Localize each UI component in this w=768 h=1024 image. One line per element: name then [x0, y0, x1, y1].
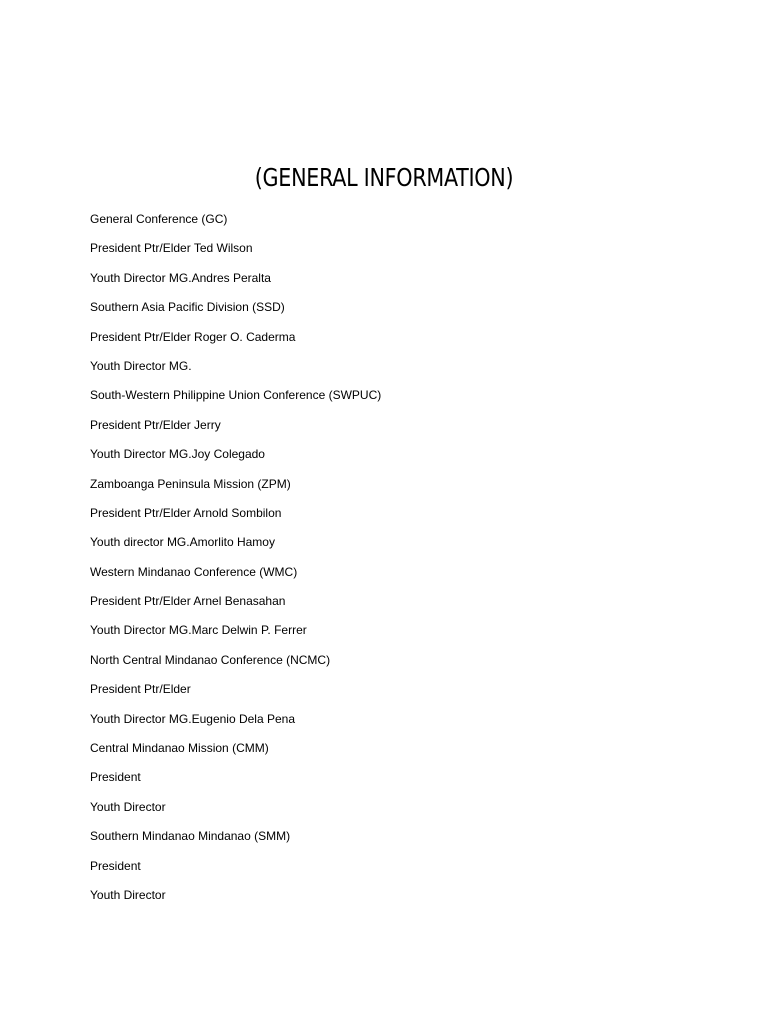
document-title: (GENERAL INFORMATION) — [254, 163, 514, 192]
info-line: Youth Director MG.Eugenio Dela Pena — [90, 711, 296, 726]
info-line: Western Mindanao Conference (WMC) — [90, 564, 298, 579]
info-line: President — [90, 770, 141, 785]
info-line: President Ptr/Elder — [90, 682, 191, 697]
info-line: President Ptr/Elder Roger O. Caderma — [90, 329, 296, 344]
info-line: Youth Director MG. — [90, 358, 192, 373]
info-line: President Ptr/Elder Arnel Benasahan — [90, 594, 286, 609]
info-line: President Ptr/Elder Ted Wilson — [90, 241, 253, 256]
info-list — [90, 210, 381, 915]
info-line: Youth Director — [90, 799, 166, 814]
info-line: Youth Director MG.Joy Colegado — [90, 447, 265, 462]
info-line: Youth director MG.Amorlito Hamoy — [90, 535, 275, 550]
info-line: Youth Director — [90, 887, 166, 902]
info-line: South-Western Philippine Union Conference (SWPUC) — [90, 388, 382, 403]
info-line: President Ptr/Elder Jerry — [90, 417, 221, 432]
info-line: President Ptr/Elder Arnold Sombilon — [90, 505, 282, 520]
info-line: General Conference (GC) — [90, 212, 228, 226]
info-line: President — [90, 858, 141, 873]
info-line: Central Mindanao Mission (CMM) — [90, 741, 269, 756]
info-line: Southern Mindanao Mindanao (SMM) — [90, 829, 291, 844]
info-line: North Central Mindanao Conference (NCMC) — [90, 652, 331, 667]
info-line: Youth Director MG.Marc Delwin P. Ferrer — [90, 623, 307, 638]
info-line: Southern Asia Pacific Division (SSD) — [90, 300, 285, 315]
info-line: Youth Director MG.Andres Peralta — [90, 270, 271, 285]
info-line: Zamboanga Peninsula Mission (ZPM) — [90, 476, 291, 491]
